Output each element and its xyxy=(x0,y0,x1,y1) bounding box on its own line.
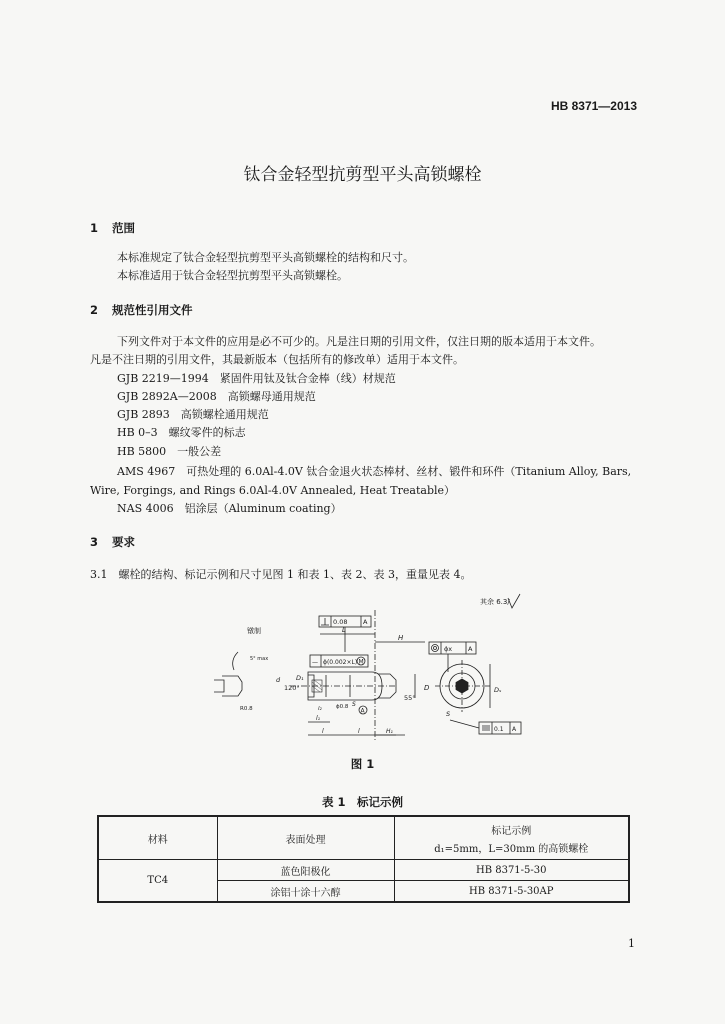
dim-label: S xyxy=(446,710,451,718)
datum-label: M xyxy=(358,658,364,666)
datum-label: A xyxy=(360,707,365,715)
header-cell: 材料 xyxy=(98,816,217,860)
dim-label: H₁ xyxy=(386,728,393,735)
tolerance-value: 0.1 xyxy=(494,726,504,733)
tolerance-value: ϕ(0.002×L) xyxy=(323,659,358,666)
table-cell: 蓝色阳极化 xyxy=(217,860,394,881)
datum-label: A xyxy=(512,726,517,733)
reference-item-continued: Wire, Forgings, and Rings 6.0Al-4.0V Annealed, Heat Treatable） xyxy=(90,484,456,497)
header-subtext: d₁=5mm，L=30mm 的高锁螺栓 xyxy=(434,843,589,855)
roughness-note: 其余 6.3/ xyxy=(480,598,510,606)
bolt-head-detail xyxy=(222,676,242,696)
standard-number: HB 8371—2013 xyxy=(550,99,637,113)
dim-label: D xyxy=(424,684,430,692)
bolt-technical-drawing xyxy=(200,592,540,750)
section-3-heading xyxy=(90,534,135,550)
dim-label: 5° max xyxy=(250,656,269,662)
table-header-row xyxy=(98,816,629,860)
datum-label: A xyxy=(363,618,368,626)
table-cell: HB 8371-5-30 xyxy=(394,860,629,881)
reference-item: GJB 2892A—2008 高锁螺母通用规范 xyxy=(117,390,316,403)
figure-caption: 图 1 xyxy=(350,757,375,771)
dim-label: l₂ xyxy=(318,706,322,712)
paragraph: 本标准适用于钛合金轻型抗剪型平头高锁螺栓。 xyxy=(117,269,348,282)
paragraph: 3.1 螺栓的结构、标记示例和尺寸见图 1 和表 1、表 2、表 3，重量见表 4。 xyxy=(90,568,472,581)
dim-label: 55° xyxy=(404,694,416,702)
reference-item: HB 0–3 螺纹零件的标志 xyxy=(117,426,246,439)
section-number: 3 xyxy=(90,535,99,549)
dim-label: Dₛ xyxy=(494,686,502,694)
tolerance-value: ϕx xyxy=(444,645,453,653)
page-number: 1 xyxy=(628,937,635,950)
table-cell: 涂铝十涂十六醇 xyxy=(217,881,394,903)
reference-item: NAS 4006 铝涂层（Aluminum coating） xyxy=(117,502,342,515)
marking-example-table xyxy=(97,815,630,903)
reference-item: GJB 2219—1994 紧固件用钛及钛合金棒（线）材规范 xyxy=(117,372,396,385)
paragraph: 本标准规定了钛合金轻型抗剪型平头高锁螺栓的结构和尺寸。 xyxy=(117,251,414,264)
section-title: 要求 xyxy=(112,535,135,549)
reference-item: AMS 4967 可热处理的 6.0Al-4.0V 钛合金退火状态棒材、丝材、锻件和环件（Titanium Alloy, Bars, xyxy=(117,465,632,478)
dim-label: S xyxy=(352,701,356,708)
header-cell: 表面处理 xyxy=(217,816,394,860)
dim-label: 120° xyxy=(284,684,300,692)
dim-label: l xyxy=(358,728,360,735)
section-1-heading xyxy=(90,220,135,236)
section-number: 1 xyxy=(90,221,99,235)
datum-label: A xyxy=(468,645,473,653)
paragraph: 下列文件对于本文件的应用是必不可少的。凡是注日期的引用文件，仅注日期的版本适用于本文件。 xyxy=(117,335,601,348)
dim-label: d xyxy=(276,676,281,684)
roughness-symbol xyxy=(508,594,520,608)
dim-label: l₁ xyxy=(316,715,321,722)
reference-item: GJB 2893 高锁螺栓通用规范 xyxy=(117,408,269,421)
paragraph: 凡是不注日期的引用文件，其最新版本（包括所有的修改单）适用于本文件。 xyxy=(90,353,464,366)
header-text: 标记示例 xyxy=(491,825,532,837)
dim-label: D₁ xyxy=(296,674,304,682)
tolerance-value: 0.08 xyxy=(333,618,348,626)
header-cell xyxy=(394,816,629,860)
table-cell: HB 8371-5-30AP xyxy=(394,881,629,903)
section-2-heading xyxy=(90,302,193,318)
table-cell: TC4 xyxy=(98,860,217,903)
section-title: 范围 xyxy=(112,221,135,235)
reference-item: HB 5800 一般公差 xyxy=(117,445,222,458)
dim-label: ϕ0.8 xyxy=(336,704,349,710)
perpendicularity-icon xyxy=(321,618,329,625)
section-number: 2 xyxy=(90,303,99,317)
section-title: 规范性引用文件 xyxy=(112,303,193,317)
dim-label: L xyxy=(342,626,346,634)
table-row xyxy=(98,860,629,881)
dim-label: H xyxy=(398,634,404,642)
dim-label: l xyxy=(322,728,324,735)
forged-label: 镦制 xyxy=(247,627,261,635)
page-title: 钛合金轻型抗剪型平头高锁螺栓 xyxy=(243,165,482,185)
dim-label: R0.8 xyxy=(240,706,253,712)
table-caption: 表 1 标记示例 xyxy=(321,795,403,809)
svg-text:—: — xyxy=(312,659,318,666)
